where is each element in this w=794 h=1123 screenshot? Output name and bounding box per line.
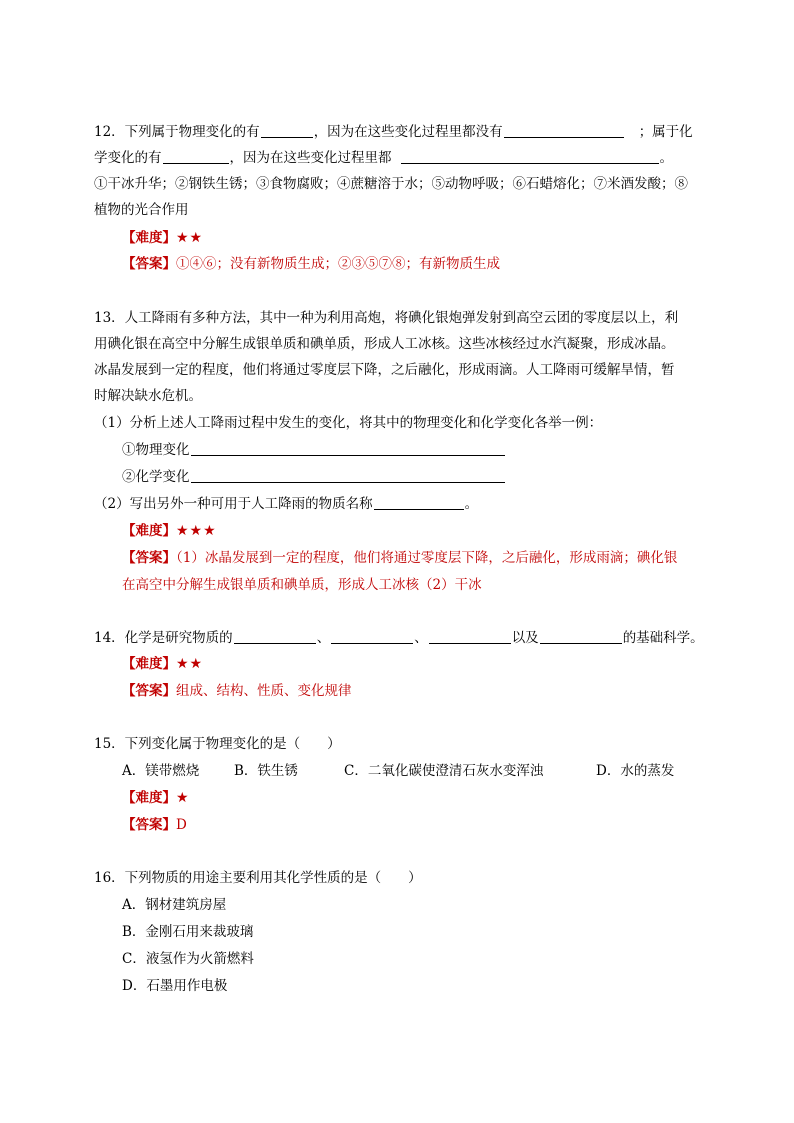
option-b[interactable]: B．铁生锈 [234, 763, 298, 779]
answer-blank[interactable] [540, 629, 622, 644]
option-d[interactable]: D．石墨用作电极 [122, 978, 228, 994]
q13-line-3: 冰晶发展到一定的程度，他们将通过零度层下降，之后融化，形成雨滴。人工降雨可缓解旱情，暂 [94, 362, 675, 378]
answer-blank[interactable] [504, 123, 624, 138]
q13-physical-change [122, 440, 506, 460]
q13-difficulty [122, 521, 217, 541]
q13-chemical-change [122, 467, 506, 487]
answer-label: 【答案】 [122, 256, 176, 272]
q12-text: 12．下列属于物理变化的有 [94, 124, 260, 140]
answer-text: （1）冰晶发展到一定的程度，他们将通过零度层下降，之后融化，形成雨滴；碘化银 [176, 550, 678, 566]
answer-blank[interactable] [331, 629, 413, 644]
answer-blank[interactable] [191, 441, 505, 456]
option-a[interactable]: A．镁带燃烧 [122, 763, 200, 779]
q14-answer [122, 681, 352, 701]
star-rating-icon: ★ [176, 790, 190, 806]
q15-difficulty [122, 788, 190, 808]
answer-text: 组成、结构、性质、变化规律 [176, 683, 352, 699]
option-c[interactable]: C．液氢作为火箭燃料 [122, 951, 254, 967]
q14-text: 以及 [511, 630, 539, 646]
answer-text: ①④⑥；没有新物质生成；②③⑤⑦⑧；有新物质生成 [176, 256, 500, 272]
q13-line-4: 时解决缺水危机。 [94, 388, 202, 404]
q14-text: 、 [316, 630, 331, 646]
option-a[interactable]: A．钢材建筑房屋 [122, 897, 227, 913]
q13-text: 。 [464, 496, 479, 512]
q12-line-1 [94, 122, 693, 142]
q13-sub2 [94, 494, 478, 514]
answer-blank[interactable] [163, 149, 229, 164]
answer-blank[interactable] [401, 149, 659, 164]
q14-text: 、 [414, 630, 428, 646]
star-rating-icon: ★★ [176, 656, 204, 672]
q12-text: 学变化的有 [94, 150, 162, 166]
answer-text: 在高空中分解生成银单质和碘单质，形成人工冰核（2）干冰 [122, 577, 482, 593]
q12-answer [122, 254, 500, 274]
option-d[interactable]: D．水的蒸发 [596, 763, 675, 779]
q14-difficulty [122, 654, 203, 674]
q12-text: 。 [659, 150, 673, 166]
q13-text: ①物理变化 [122, 442, 190, 458]
q13-line-1: 13．人工降雨有多种方法，其中一种为利用高炮，将碘化银炮弹发射到高空云团的零度层以上，利 [94, 310, 679, 326]
q12-line-3: ①干冰升华；②钢铁生锈；③食物腐败；④蔗糖溶于水；⑤动物呼吸；⑥石蜡熔化；⑦米酒发酸；⑧ [94, 176, 688, 192]
q15-answer [122, 815, 187, 835]
option-b[interactable]: B．金刚石用来裁玻璃 [122, 924, 254, 940]
q13-text: ②化学变化 [122, 469, 190, 485]
answer-text: D [176, 817, 187, 833]
difficulty-label: 【难度】 [122, 523, 176, 539]
q15-stem: 15．下列变化属于物理变化的是（ ） [94, 736, 341, 752]
answer-blank[interactable] [191, 468, 505, 483]
q14-text: 的基础科学。 [622, 630, 704, 646]
q16-stem: 16．下列物质的用途主要利用其化学性质的是（ ） [94, 870, 422, 886]
q12-text: ，因为在这些变化过程里都 [229, 150, 392, 166]
answer-label: 【答案】 [122, 683, 176, 699]
q12-line-2 [94, 148, 673, 168]
answer-blank[interactable] [429, 629, 511, 644]
star-rating-icon: ★★ [176, 230, 204, 246]
q12-text: ，因为在这些变化过程里都没有 [313, 124, 503, 140]
difficulty-label: 【难度】 [122, 656, 176, 672]
difficulty-label: 【难度】 [122, 230, 176, 246]
answer-blank[interactable] [374, 495, 464, 510]
star-rating-icon: ★★★ [176, 523, 217, 539]
answer-blank[interactable] [261, 123, 313, 138]
q12-text: ；属于化 [638, 124, 693, 140]
q13-text: （2）写出另外一种可用于人工降雨的物质名称 [94, 496, 373, 512]
q15-options [122, 761, 674, 781]
difficulty-label: 【难度】 [122, 790, 176, 806]
q14-text: 14．化学是研究物质的 [94, 630, 233, 646]
q13-sub1: （1）分析上述人工降雨过程中发生的变化，将其中的物理变化和化学变化各举一例： [94, 415, 603, 431]
q14-stem [94, 628, 704, 648]
q13-answer-line-2 [122, 575, 482, 595]
answer-label: 【答案】 [122, 817, 176, 833]
q12-difficulty [122, 228, 203, 248]
answer-blank[interactable] [234, 629, 316, 644]
answer-label: 【答案】 [122, 550, 176, 566]
q13-answer-line-1 [122, 548, 677, 568]
q12-line-4: 植物的光合作用 [94, 202, 189, 218]
option-c[interactable]: C．二氧化碳使澄清石灰水变浑浊 [344, 763, 544, 779]
q13-line-2: 用碘化银在高空中分解生成银单质和碘单质，形成人工冰核。这些冰核经过水汽凝聚，形成冰晶。 [94, 336, 675, 352]
